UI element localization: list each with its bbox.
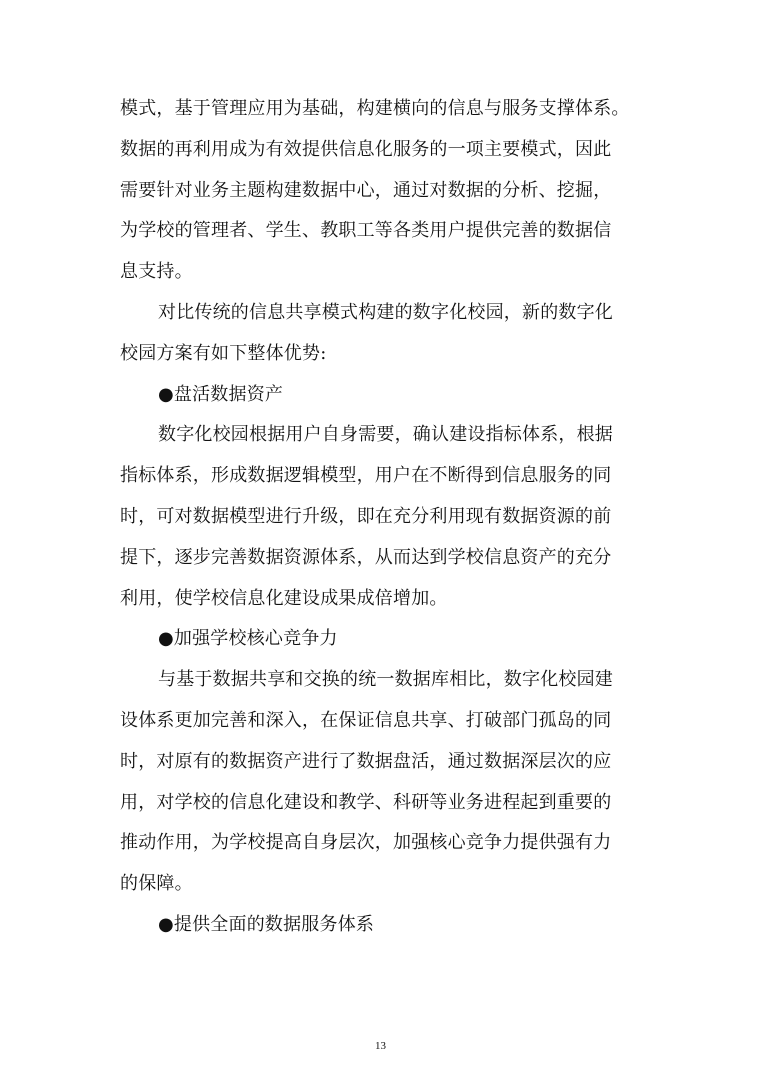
- text-line: 时，对原有的数据资产进行了数据盘活，通过数据深层次的应: [120, 750, 612, 772]
- text-line: 为学校的管理者、学生、教职工等各类用户提供完善的数据信: [120, 220, 612, 242]
- text-line: 模式，基于管理应用为基础，构建横向的信息与服务支撑体系。: [120, 98, 630, 119]
- section-heading: ●提供全面的数据服务体系: [158, 913, 375, 935]
- text-line: 与基于数据共享和交换的统一数据库相比，数字化校园建: [158, 669, 613, 691]
- text-line: 校园方案有如下整体优势:: [120, 342, 327, 364]
- text-line: 对比传统的信息共享模式构建的数字化校园，新的数字化: [158, 301, 613, 323]
- text-line: 推动作用，为学校提高自身层次，加强核心竞争力提供强有力: [120, 832, 612, 854]
- section-heading: ●盘活数据资产: [158, 383, 284, 405]
- text-line: 的保障。: [120, 873, 193, 895]
- body-text: [120, 89, 640, 946]
- text-line: 提下，逐步完善数据资源体系，从而达到学校信息资产的充分: [120, 546, 612, 568]
- text-line: 利用，使学校信息化建设成果成倍增加。: [120, 587, 448, 609]
- section-heading: ●加强学校核心竞争力: [158, 628, 338, 650]
- text-line: 设体系更加完善和深入，在保证信息共享、打破部门孤岛的同: [120, 709, 612, 731]
- text-line: 数据的再利用成为有效提供信息化服务的一项主要模式，因此: [120, 138, 612, 160]
- text-line: 息支持。: [120, 261, 193, 283]
- text-line: 需要针对业务主题构建数据中心，通过对数据的分析、挖掘，: [120, 179, 612, 201]
- text-line: 用，对学校的信息化建设和教学、科研等业务进程起到重要的: [120, 791, 612, 813]
- text-line: 时，可对数据模型进行升级，即在充分利用现有数据资源的前: [120, 505, 612, 527]
- page-number: 13: [375, 1040, 386, 1052]
- text-line: 指标体系，形成数据逻辑模型，用户在不断得到信息服务的同: [120, 465, 612, 487]
- text-line: 数字化校园根据用户自身需要，确认建设指标体系，根据: [158, 424, 613, 446]
